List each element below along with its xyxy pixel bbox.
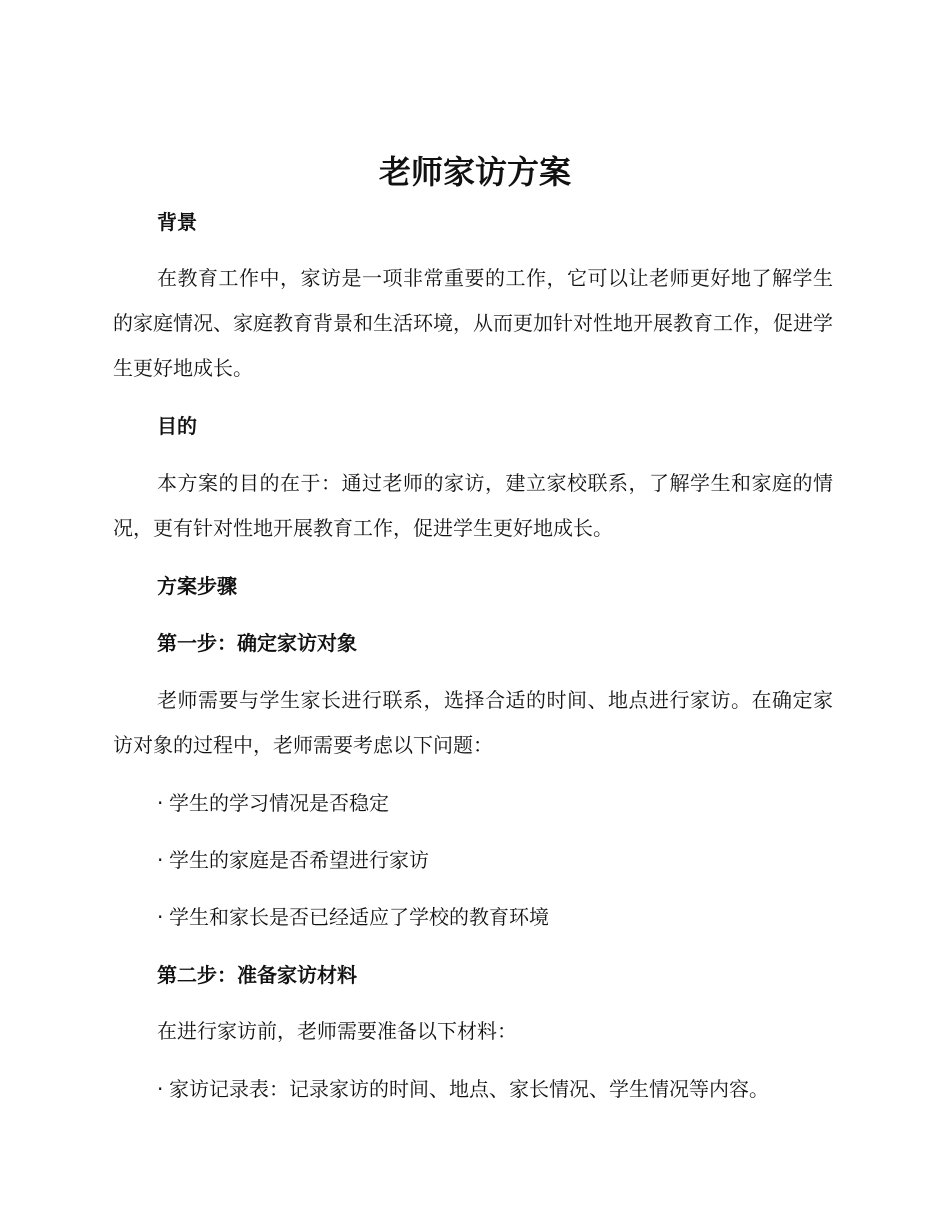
list-item-text: 学生的学习情况是否稳定 xyxy=(169,791,389,815)
list-item xyxy=(157,903,549,931)
bullet-icon: · xyxy=(157,905,164,929)
paragraph-purpose: 本方案的目的在于：通过老师的家访，建立家校联系，了解学生和家庭的情况，更有针对性地开展教育工作，促进学生更好地成长。 xyxy=(113,471,833,540)
step2-heading: 第二步：准备家访材料 xyxy=(157,963,357,987)
list-item xyxy=(157,846,429,874)
step1-heading: 第一步：确定家访对象 xyxy=(157,631,357,655)
list-item-text: 学生的家庭是否希望进行家访 xyxy=(169,848,429,872)
list-item xyxy=(157,789,389,817)
paragraph-step2: 在进行家访前，老师需要准备以下材料： xyxy=(157,1019,517,1043)
list-item-text: 学生和家长是否已经适应了学校的教育环境 xyxy=(169,905,549,929)
section-heading-purpose: 目的 xyxy=(157,414,197,438)
section-heading-steps: 方案步骤 xyxy=(157,574,237,598)
paragraph-background: 在教育工作中，家访是一项非常重要的工作，它可以让老师更好地了解学生的家庭情况、家庭教育背景和生活环境，从而更加针对性地开展教育工作，促进学生更好地成长。 xyxy=(113,266,833,380)
bullet-icon: · xyxy=(157,848,164,872)
section-heading-background: 背景 xyxy=(157,210,197,234)
paragraph-step1: 老师需要与学生家长进行联系，选择合适的时间、地点进行家访。在确定家访对象的过程中，老师需要考虑以下问题： xyxy=(113,688,833,757)
page-title: 老师家访方案 xyxy=(378,153,571,191)
list-item xyxy=(157,1075,769,1103)
bullet-icon: · xyxy=(157,1077,164,1101)
list-item-text: 家访记录表：记录家访的时间、地点、家长情况、学生情况等内容。 xyxy=(169,1077,769,1101)
bullet-icon: · xyxy=(157,791,164,815)
